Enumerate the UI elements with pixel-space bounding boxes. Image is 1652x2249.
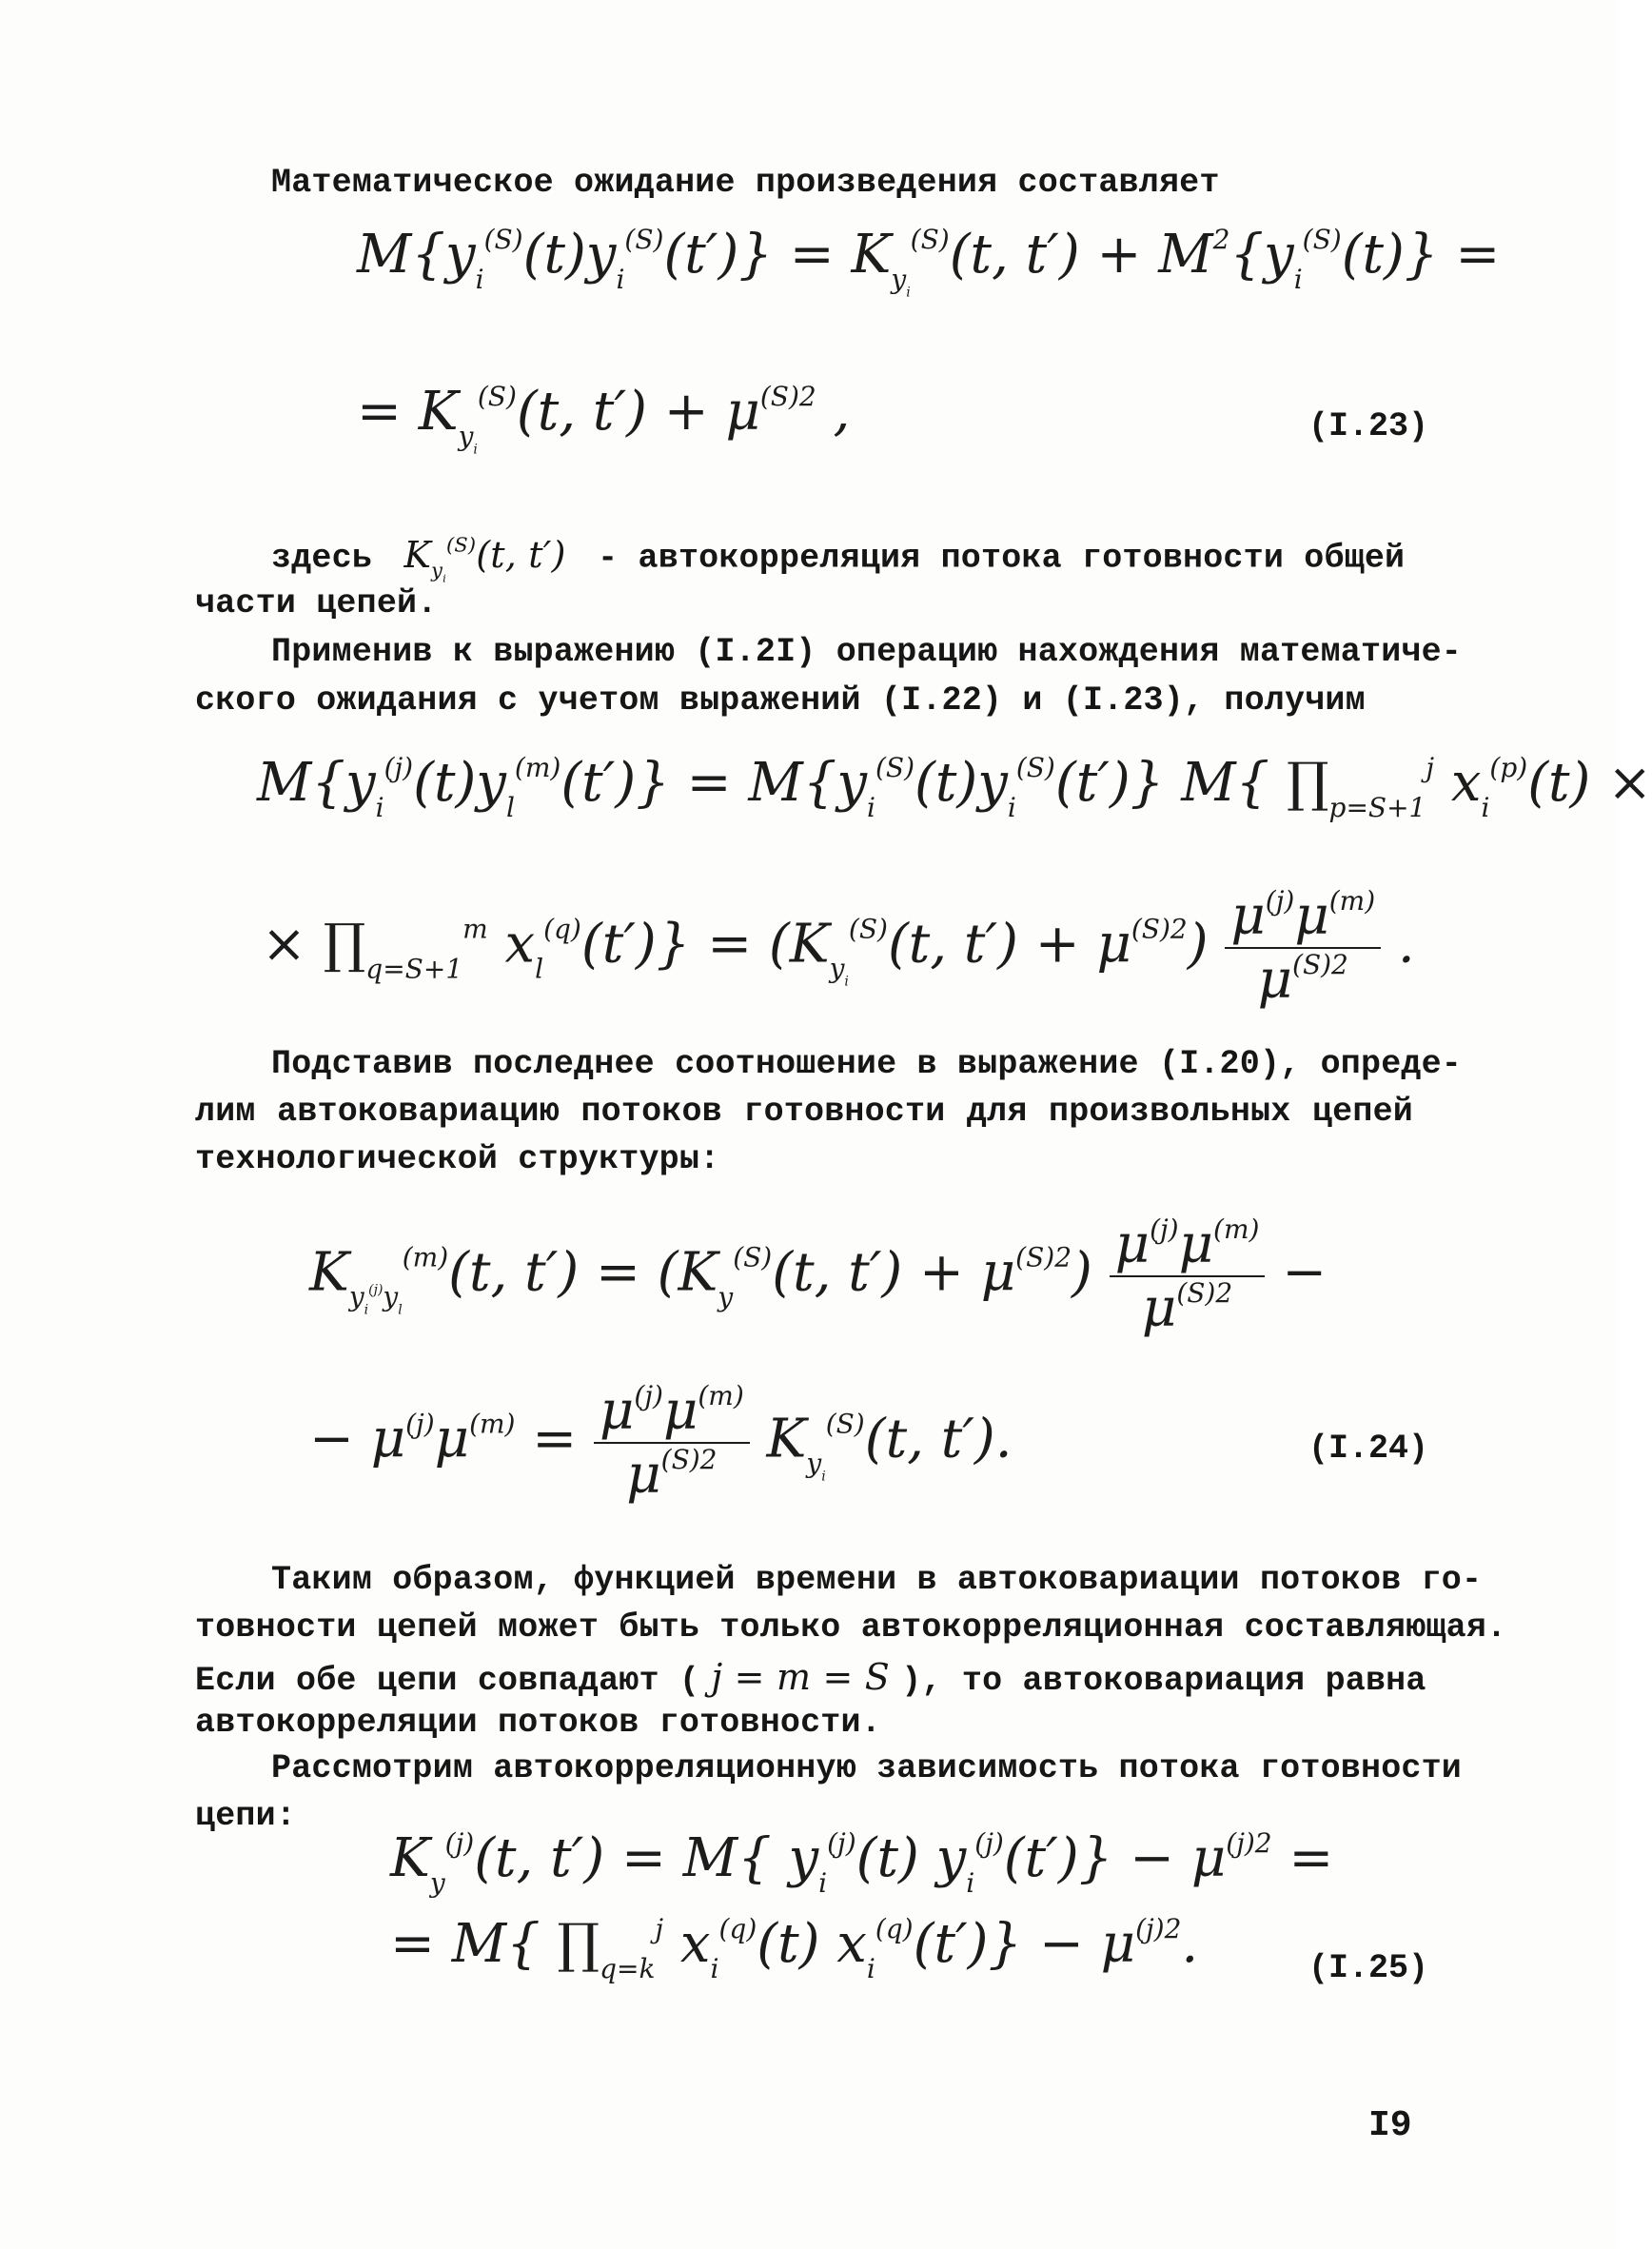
equation-number: (I.24) <box>1308 1430 1429 1468</box>
paragraph-line: цепи: <box>195 1797 297 1835</box>
paragraph-text: Если обе цепи совпадают ( <box>195 1662 700 1700</box>
paragraph-text: - автокорреляция потока готовности общей <box>598 539 1406 578</box>
paragraph-line <box>271 533 1405 585</box>
paragraph-line: Математическое ожидание произведения составляет <box>271 164 1220 202</box>
inline-formula: j = m = S <box>699 1656 902 1698</box>
equation-1-25-line-2: = M{ $\prod_{q=k}^j$ $x_i^{(q)}(t) x_i^{(q)}(t')\} - \mu^{(j)2}$. <box>390 1913 1199 1984</box>
paragraph-line: Подставив последнее соотношение в выражение (I.20), опреде- <box>271 1045 1463 1083</box>
equation-expectation-line-1: $M\{y_i^{(j)}(t)y_l^{(m)}(t')\} = M\{y_i^{(S)}(t)y_i^{(S)}(t')\}$ M{ $\prod_{p=S+1}^j$ $x_i^{(p)}(t)$ × <box>257 752 1652 823</box>
paragraph-line <box>195 1656 1426 1700</box>
equation-1-24-line-1: $K_{y_i^{(j)}y_l}^{(m)}(t$, $t') = (K_y^{(S)}(t$, $t') + \mu^{(S)2}$) $\frac{\mu^{(j)}\mu^{(m)}}{\mu^{(S)2}}$ − <box>309 1213 1328 1340</box>
equation-number: (I.23) <box>1308 407 1429 445</box>
paragraph-line: Применив к выражению (I.2I) операцию нахождения математиче- <box>271 633 1463 671</box>
equation-1-23-line-1: $M\{y_i^{(S)}(t)y_i^{(S)}(t')\} = K_{y_i}^{(S)}(t$, $t') + M^2\{y_i^{(S)}(t)\}$ = <box>357 224 1501 301</box>
equation-1-23-line-2: = $K_{y_i}^{(S)}(t$, $t') + \mu^{(S)2}$ , <box>357 381 851 458</box>
paragraph-line: товности цепей может быть только автокорреляционная составляющая. <box>195 1608 1507 1647</box>
paragraph-line: Рассмотрим автокорреляционную зависимость потока готовности <box>271 1749 1463 1787</box>
equation-expectation-line-2: × $\prod_{q=S+1}^m$ $x_l^{(q)}(t')\} = (K_{y_i}^{(S)}(t$, $t') + \mu^{(S)2}$) $\frac{\mu^{(j)}\mu^{(m)}}{\mu^{(S)2}}$ . <box>262 885 1415 1012</box>
paragraph-line: лим автоковариацию потоков готовности для произвольных цепей <box>195 1093 1413 1131</box>
paragraph-line: технологической структуры: <box>195 1140 720 1178</box>
equation-1-25-line-1: $K_y^{(j)}(t$, t′) = M{ $y_i^{(j)}(t) y_i^{(j)}(t')\} - \mu^{(j)2}$ = <box>390 1827 1334 1899</box>
paragraph-line: автокорреляции потоков готовности. <box>195 1704 881 1742</box>
paragraph-line: ского ожидания с учетом выражений (I.22) и (I.23), получим <box>195 681 1366 720</box>
equation-1-24-line-2: − $\mu^{(j)}\mu^{(m)}$ = $\frac{\mu^{(j)}\mu^{(m)}}{\mu^{(S)2}}$ $K_{y_i}^{(S)}(t$, t′). <box>309 1380 1013 1507</box>
equation-number: (I.25) <box>1308 1949 1429 1987</box>
inline-formula: $K_{y_i}^{(S)}(t$, t′) <box>392 533 578 585</box>
page-number: I9 <box>1368 2105 1412 2146</box>
paragraph-text: здесь <box>271 539 373 578</box>
paragraph-line: Таким образом, функцией времени в автоковариации потоков го- <box>271 1561 1483 1599</box>
paragraph-line: части цепей. <box>195 584 438 622</box>
paragraph-text: ), то автоковариация равна <box>901 1662 1426 1700</box>
